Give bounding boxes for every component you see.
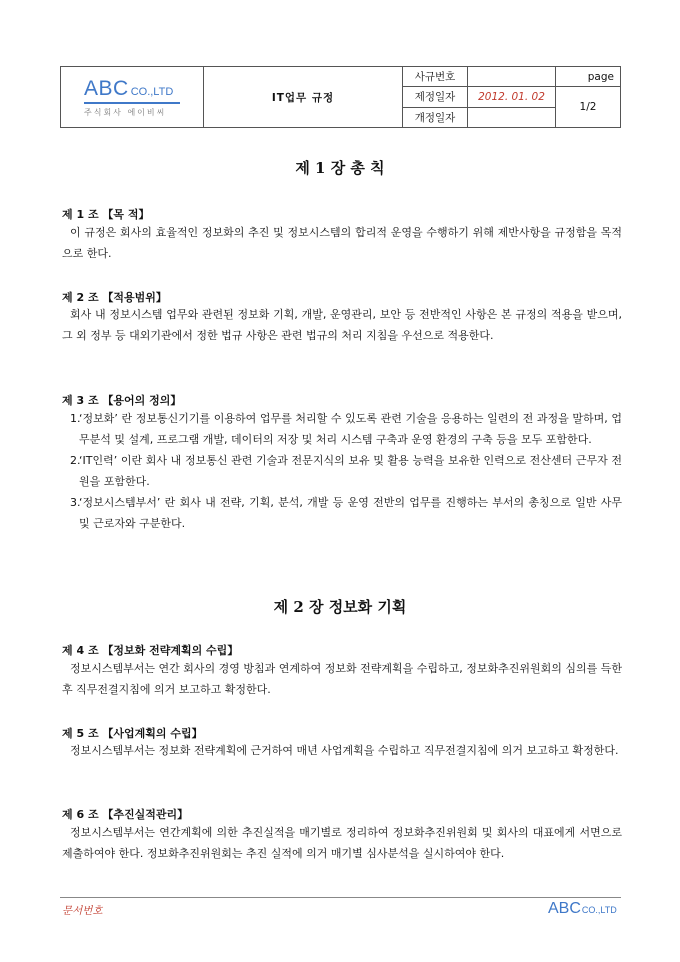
company-logo-cell	[61, 67, 204, 128]
revision-date-label: 개정일자	[403, 107, 468, 127]
article-5-body	[62, 740, 622, 761]
enactment-date-value: 2012. 01. 02	[468, 87, 556, 107]
article-3-title: 제 3 조 【용어의 정의】	[62, 394, 182, 407]
article-4-text: 정보시스템부서는 연간 회사의 경영 방침과 연계하여 정보화 전략계획을 수립하고, 정보화추진위원회의 심의를 득한 후 직무전결지침에 의거 보고하고 확정한다.	[62, 662, 623, 696]
document-title: IT업무 규정	[204, 67, 403, 128]
article-4-title: 제 4 조 【정보화 전략계획의 수립】	[62, 644, 239, 657]
page-label: page	[556, 67, 621, 87]
article-1-text: 이 규정은 회사의 효율적인 정보화의 추진 및 정보시스템의 합리적 운영을 수행하기 위해 제반사항을 규정함을 목적으로 한다.	[62, 226, 622, 260]
revision-date-value	[468, 107, 556, 127]
article-5-title: 제 5 조 【사업계획의 수립】	[62, 727, 203, 740]
definition-item-text: ‘정보시스템부서’ 란 회사 내 전략, 기획, 분석, 개발 등 운영 전반의 업무를 진행하는 부서의 총칭으로 일반 사무 및 근로자와 구분한다.	[79, 496, 622, 530]
footer-logo-abc: ABC	[548, 900, 581, 917]
article-5-text: 정보시스템부서는 정보화 전략계획에 근거하여 매년 사업계획을 수립하고 직무전결지침에 의거 보고하고 확정한다.	[70, 744, 619, 757]
footer-logo	[548, 900, 617, 918]
logo-co: CO.,LTD	[130, 85, 174, 98]
footer-logo-co: CO.,LTD	[581, 905, 617, 915]
definition-item: 2. ‘IT인력’ 이란 회사 내 정보통신 관련 기술과 전문지식의 보유 및 활용 능력을 보유한 인력으로 전산센터 근무자 전원을 포함한다.	[70, 454, 622, 488]
definition-item-text: ‘IT인력’ 이란 회사 내 정보통신 관련 기술과 전문지식의 보유 및 활용 능력을 보유한 인력으로 전산센터 근무자 전원을 포함한다.	[79, 454, 622, 488]
rule-number-value	[468, 67, 556, 87]
definition-item: 3. ‘정보시스템부서’ 란 회사 내 전략, 기획, 분석, 개발 등 운영 전반의 업무를 진행하는 부서의 총칭으로 일반 사무 및 근로자와 구분한다.	[70, 496, 622, 530]
page-value: 1/2	[556, 87, 621, 128]
footer-divider	[60, 897, 621, 898]
footer-document-number-label: 문서번호	[62, 905, 103, 917]
article-2-body	[62, 304, 622, 346]
rule-number-label: 사규번호	[403, 67, 468, 87]
company-logo	[84, 77, 180, 118]
article-6-title: 제 6 조 【추진실적관리】	[62, 808, 189, 821]
article-2-text: 회사 내 정보시스템 업무와 관련된 정보화 기획, 개발, 운영관리, 보안 등 전반적인 사항은 본 규정의 적용을 받으며, 그 외 정부 등 대외기관에서 정한 법규 사항은 관련 법규의 처리 지침을 우선으로 적용한다.	[62, 308, 622, 342]
article-2-title: 제 2 조 【적용범위】	[62, 291, 167, 304]
article-3-definitions-list	[62, 408, 622, 534]
logo-abc: ABC	[84, 76, 129, 100]
enactment-date-label: 제정일자	[403, 87, 468, 107]
definition-item-text: ‘정보화’ 란 정보통신기기를 이용하여 업무를 처리할 수 있도록 관련 기술을 응용하는 일련의 전 과정을 말하며, 업무분석 및 설계, 프로그램 개발, 데이터의 저장 및 처리 시스템 구축과 운영 환경의 구축 등을 모두 포함한다.	[79, 412, 622, 446]
definition-item: 1. ‘정보화’ 란 정보통신기기를 이용하여 업무를 처리할 수 있도록 관련 기술을 응용하는 일련의 전 과정을 말하며, 업무분석 및 설계, 프로그램 개발, 데이터의 저장 및 처리 시스템 구축과 운영 환경의 구축 등을 모두 포함한다.	[70, 412, 622, 446]
document-header-table	[60, 66, 621, 128]
article-1-title: 제 1 조 【목 적】	[62, 208, 150, 221]
article-1-body	[62, 222, 622, 264]
chapter-1-title: 제 1 장 총 칙	[295, 159, 385, 177]
chapter-2-title: 제 2 장 정보화 기획	[273, 598, 407, 616]
article-6-text: 정보시스템부서는 연간계획에 의한 추진실적을 매기별로 정리하여 정보화추진위원회 및 회사의 대표에게 서면으로 제출하여야 한다. 정보화추진위원회는 추진 실적에 의거 매기별 심사분석을 실시하여야 한다.	[62, 826, 622, 860]
logo-underline	[84, 102, 180, 104]
article-4-body	[62, 658, 622, 700]
article-6-body	[62, 822, 622, 864]
logo-korean-name: 주식회사 에이비씨	[84, 107, 167, 117]
